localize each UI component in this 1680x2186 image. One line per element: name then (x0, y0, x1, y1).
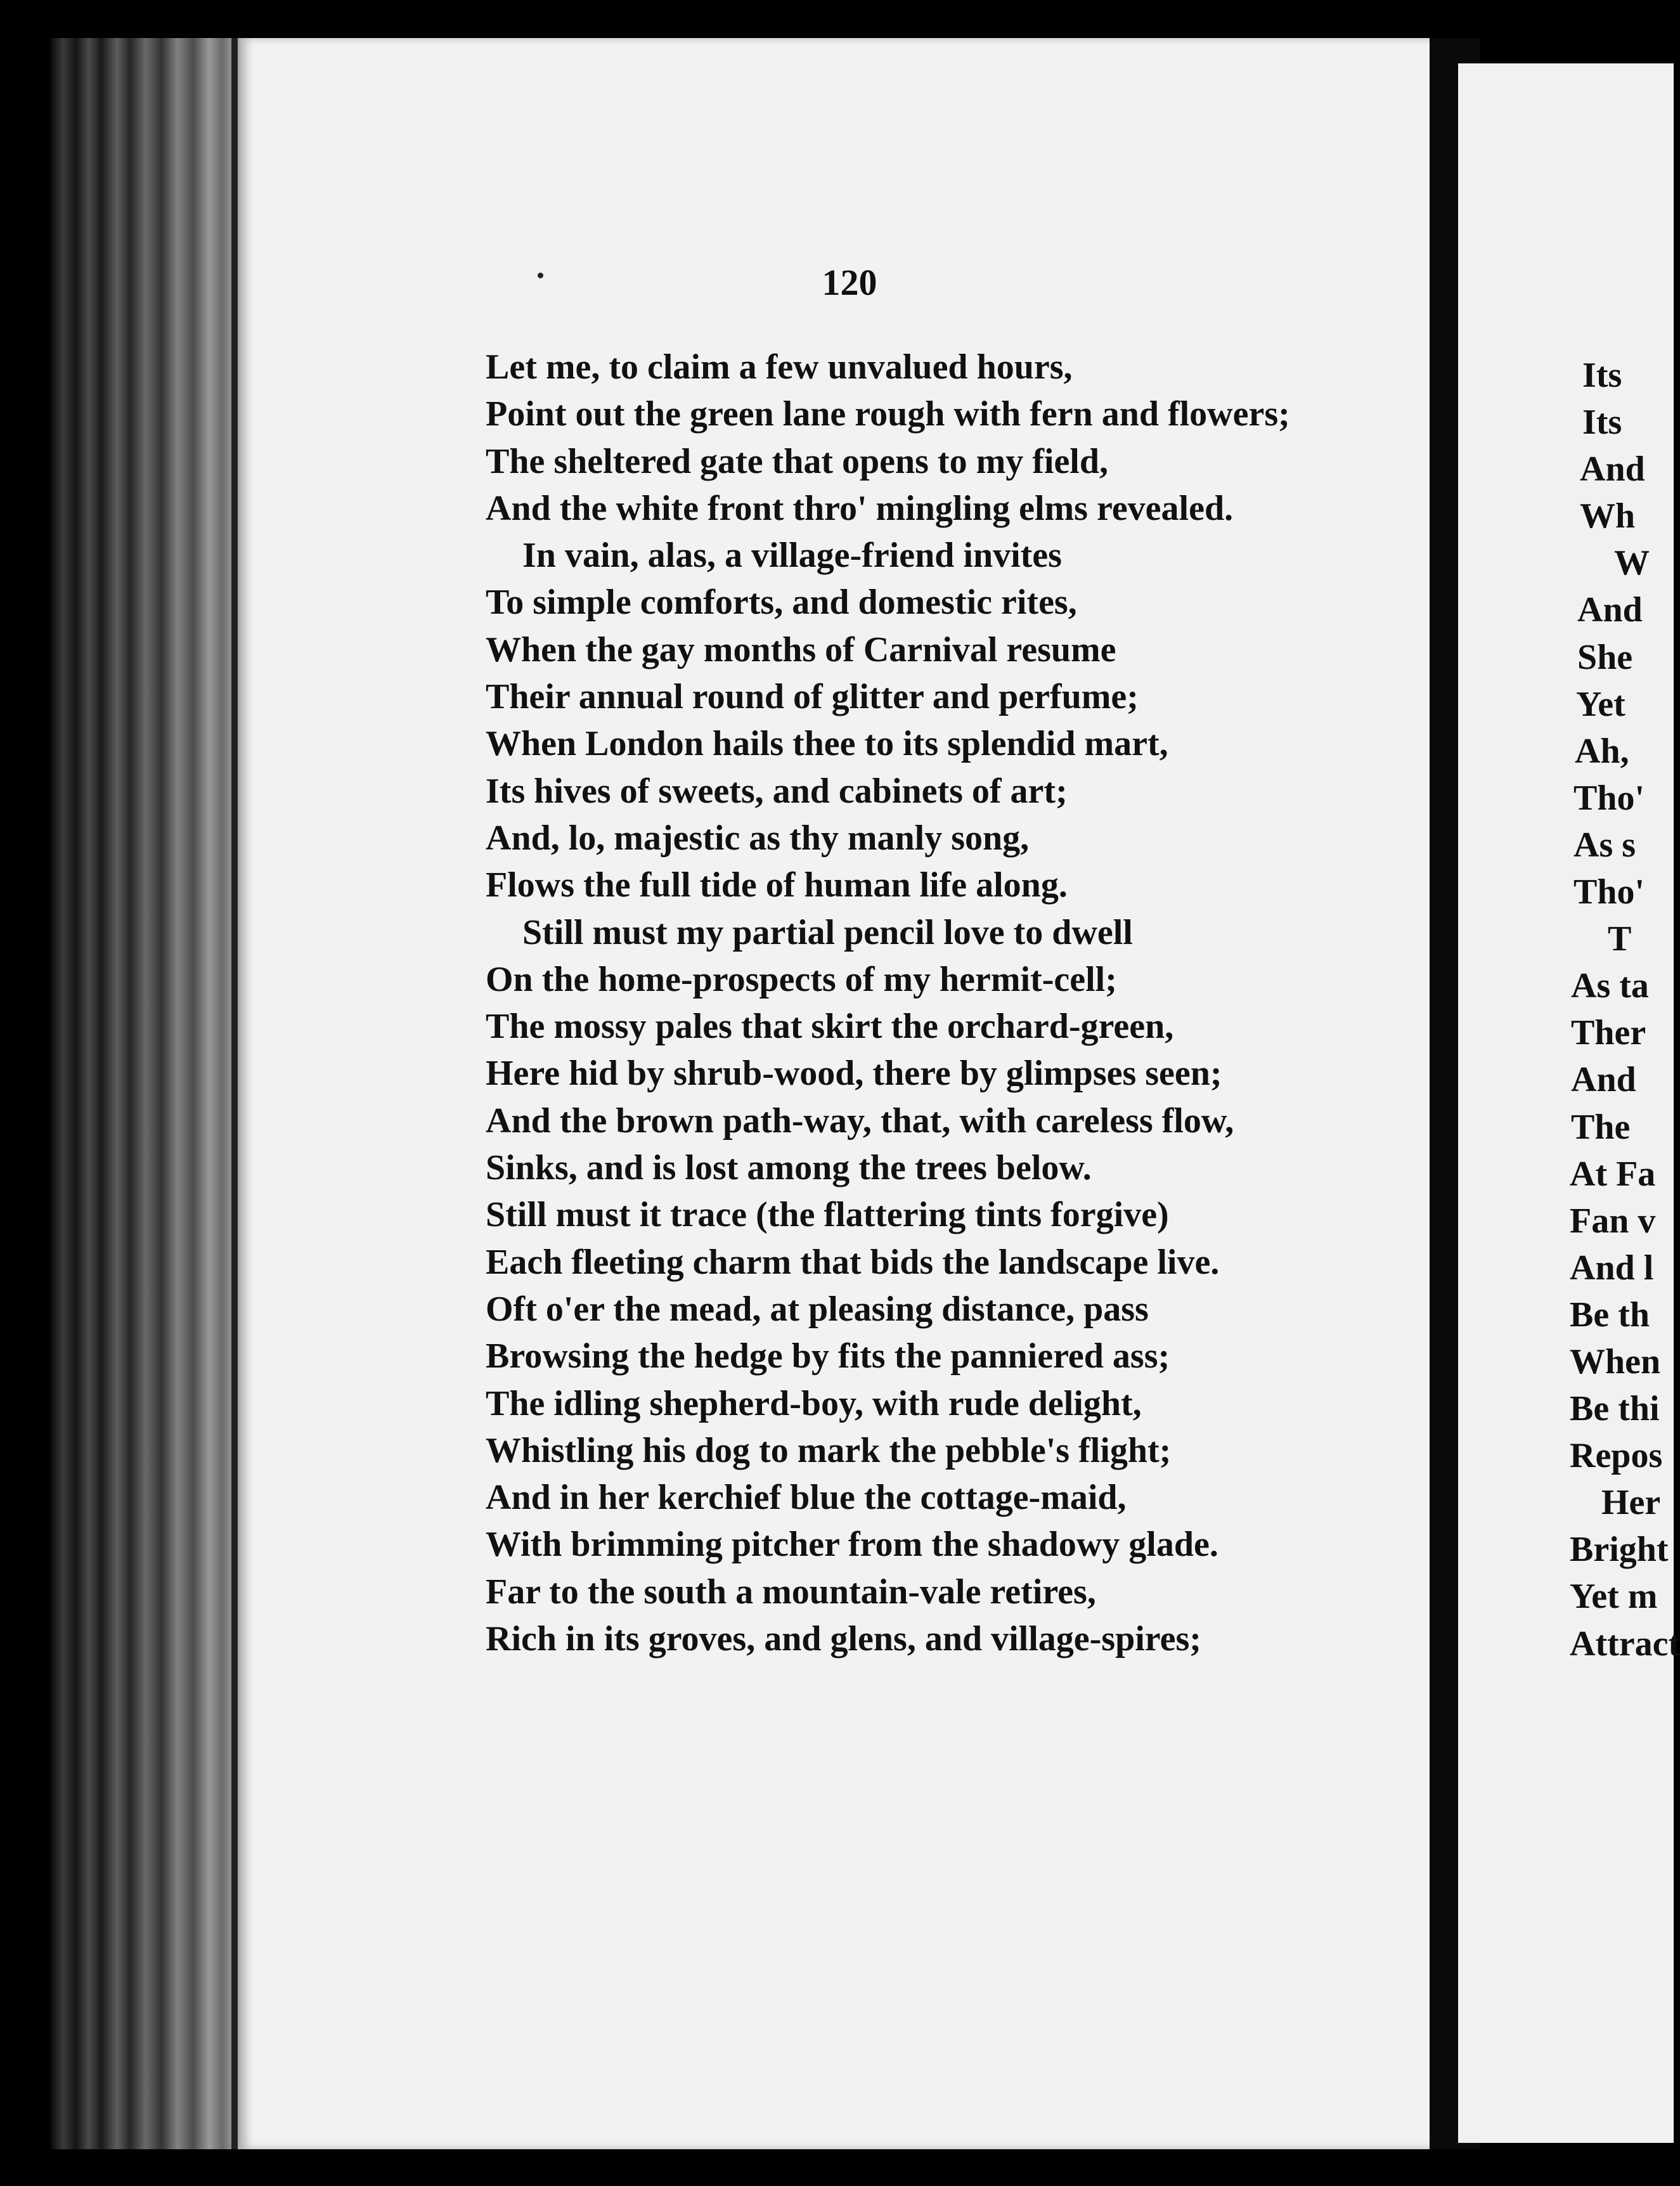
poem-line: Their annual round of glitter and perfume; (486, 677, 1139, 717)
facing-line: Yet m (1570, 1577, 1658, 1617)
facing-line: Fan v (1570, 1201, 1656, 1241)
poem-line: Still must it trace (the flattering tints forgive) (486, 1195, 1169, 1235)
facing-line: She (1577, 637, 1633, 677)
left-page (241, 38, 1458, 2149)
poem-line: Flows the full tide of human life along. (486, 865, 1068, 905)
facing-line: Attract (1570, 1624, 1680, 1664)
poem-line: And in her kerchief blue the cottage-maid, (486, 1478, 1127, 1518)
facing-line: Its (1582, 403, 1622, 443)
facing-line: And l (1570, 1248, 1654, 1288)
poem-line: When the gay months of Carnival resume (486, 630, 1116, 669)
facing-line: When (1570, 1342, 1661, 1381)
facing-line: W (1614, 543, 1650, 583)
poem-line: The idling shepherd-boy, with rude delight, (486, 1383, 1142, 1423)
facing-line: And (1571, 1060, 1636, 1100)
facing-line: T (1608, 919, 1632, 959)
facing-line: Tho' (1573, 872, 1645, 912)
poem-line: To simple comforts, and domestic rites, (486, 583, 1077, 623)
facing-line: Tho' (1573, 778, 1645, 818)
poem-line: Let me, to claim a few unvalued hours, (486, 347, 1073, 387)
poem-line: With brimming pitcher from the shadowy glade. (486, 1525, 1218, 1565)
poem-line: And the white front thro' mingling elms revealed. (486, 488, 1234, 528)
poem-line: Point out the green lane rough with fern and flowers; (486, 394, 1290, 434)
poem-line: Sinks, and is lost among the trees below. (486, 1148, 1092, 1188)
facing-line: And (1577, 590, 1643, 630)
poem-line: Far to the south a mountain-vale retires, (486, 1572, 1096, 1612)
poem-line: Whistling his dog to mark the pebble's flight; (486, 1430, 1172, 1470)
facing-line: At Fa (1570, 1154, 1656, 1194)
facing-line: Repos (1570, 1436, 1663, 1476)
facing-line: Yet (1576, 684, 1625, 724)
facing-line: As ta (1571, 966, 1649, 1006)
facing-line: As s (1573, 825, 1636, 865)
poem-text (486, 344, 1424, 1662)
poem-line: Here hid by shrub-wood, there by glimpses seen; (486, 1054, 1222, 1094)
facing-line: Wh (1580, 496, 1636, 536)
poem-line: And, lo, majestic as thy manly song, (486, 818, 1030, 858)
poem-line: The sheltered gate that opens to my field, (486, 441, 1108, 481)
poem-line: Oft o'er the mead, at pleasing distance, pass (486, 1289, 1149, 1329)
facing-line: Ther (1571, 1013, 1646, 1053)
facing-line: And (1580, 449, 1645, 489)
poem-line: Rich in its groves, and glens, and village-spires; (486, 1619, 1201, 1659)
poem-line: Its hives of sweets, and cabinets of art; (486, 771, 1068, 811)
facing-page-text (1570, 352, 1680, 1667)
facing-line: Be thi (1570, 1389, 1660, 1429)
facing-line: Ah, (1575, 731, 1629, 771)
poem-line: Browsing the hedge by fits the panniered ass; (486, 1336, 1170, 1376)
poem-line: Each fleeting charm that bids the landscape live. (486, 1242, 1220, 1282)
poem-line: And the brown path-way, that, with careless flow, (486, 1101, 1234, 1141)
facing-line: Its (1582, 356, 1622, 395)
right-page-cropped (1458, 63, 1680, 2143)
facing-line: The (1571, 1107, 1631, 1147)
poem-line: When London hails thee to its splendid mart, (486, 724, 1168, 764)
facing-line: Her (1601, 1483, 1661, 1523)
facing-line: Bright (1570, 1530, 1669, 1570)
poem-line: In vain, alas, a village-friend invites (522, 536, 1062, 576)
poem-line: The mossy pales that skirt the orchard-green, (486, 1007, 1174, 1047)
facing-line: Be th (1570, 1295, 1650, 1335)
poem-line: On the home-prospects of my hermit-cell; (486, 959, 1117, 999)
poem-line: Still must my partial pencil love to dwell (522, 912, 1133, 952)
book-spine-edge (51, 38, 241, 2149)
page-number: 120 (822, 262, 877, 303)
